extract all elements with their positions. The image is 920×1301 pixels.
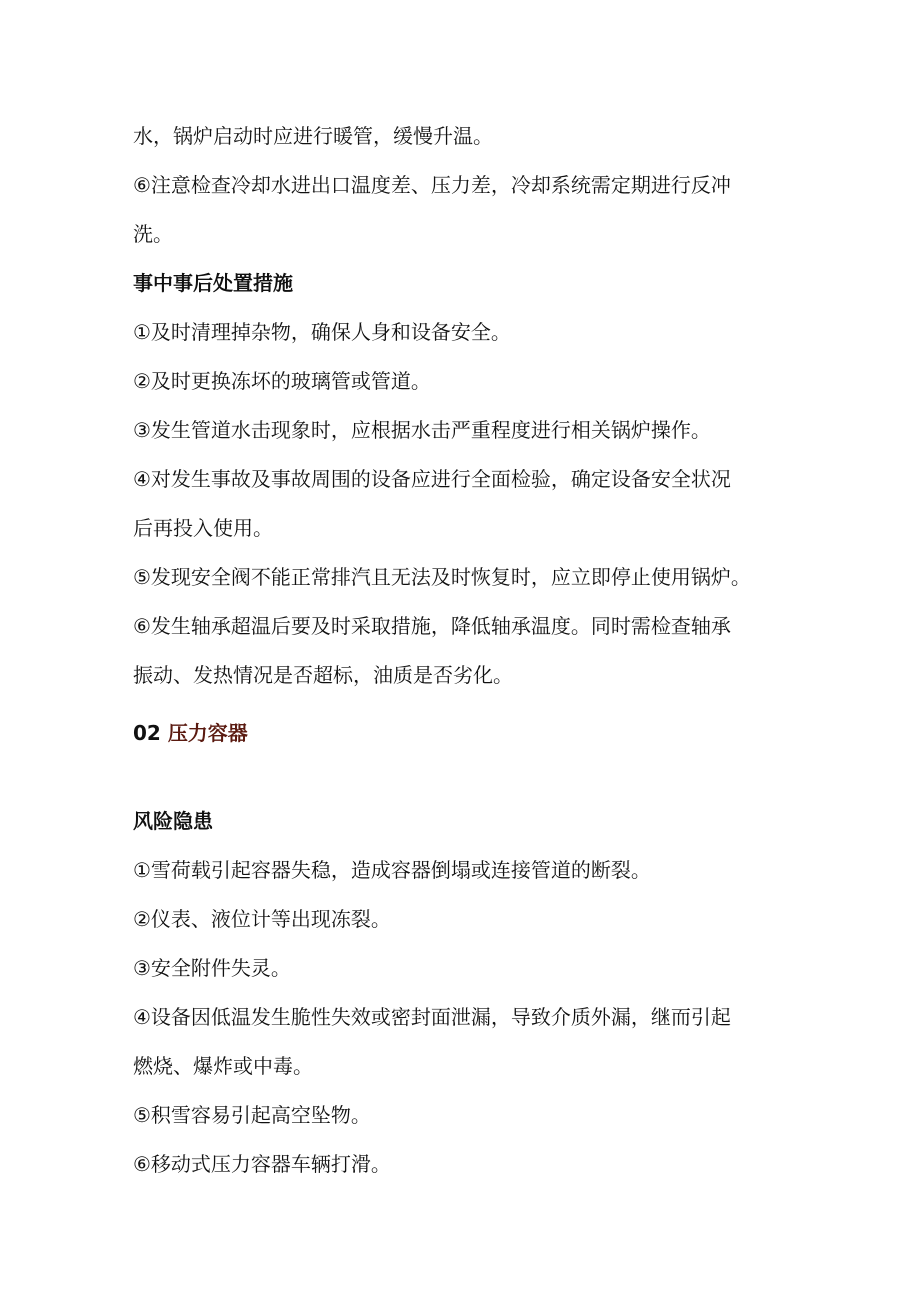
risk-item: ③安全附件失灵。 (133, 956, 291, 980)
aftermath-item: ⑥发生轴承超温后要及时采取措施，降低轴承温度。同时需检查轴承 (133, 614, 731, 638)
risks-heading: 风险隐患 (133, 809, 213, 833)
section-title (133, 709, 803, 758)
aftermath-heading: 事中事后处置措施 (133, 271, 293, 295)
risk-item: 燃烧、爆炸或中毒。 (133, 1054, 313, 1078)
document-page (133, 112, 803, 1189)
aftermath-item: ②及时更换冻坏的玻璃管或管道。 (133, 369, 431, 393)
spacer (133, 758, 803, 797)
paragraph-line: 洗。 (133, 222, 173, 246)
aftermath-item: ①及时清理掉杂物，确保人身和设备安全。 (133, 320, 511, 344)
aftermath-item: ④对发生事故及事故周围的设备应进行全面检验，确定设备安全状况 (133, 467, 731, 491)
risk-item: ②仪表、液位计等出现冻裂。 (133, 907, 391, 931)
aftermath-item: 振动、发热情况是否超标，油质是否劣化。 (133, 663, 513, 687)
risk-item: ④设备因低温发生脆性失效或密封面泄漏，导致介质外漏，继而引起 (133, 1005, 731, 1029)
risk-item: ①雪荷载引起容器失稳，造成容器倒塌或连接管道的断裂。 (133, 858, 651, 882)
paragraph-line: 水，锅炉启动时应进行暖管，缓慢升温。 (133, 124, 493, 148)
risk-item: ⑥移动式压力容器车辆打滑。 (133, 1152, 391, 1176)
aftermath-item: 后再投入使用。 (133, 516, 273, 540)
risk-item: ⑤积雪容易引起高空坠物。 (133, 1103, 371, 1127)
paragraph-line: ⑥注意检查冷却水进出口温度差、压力差，冷却系统需定期进行反冲 (133, 173, 731, 197)
aftermath-item: ⑤发现安全阀不能正常排汽且无法及时恢复时，应立即停止使用锅炉。 (133, 565, 751, 589)
section-number: 02 (133, 721, 161, 745)
section-title-text: 压力容器 (167, 721, 248, 745)
aftermath-item: ③发生管道水击现象时，应根据水击严重程度进行相关锅炉操作。 (133, 418, 711, 442)
